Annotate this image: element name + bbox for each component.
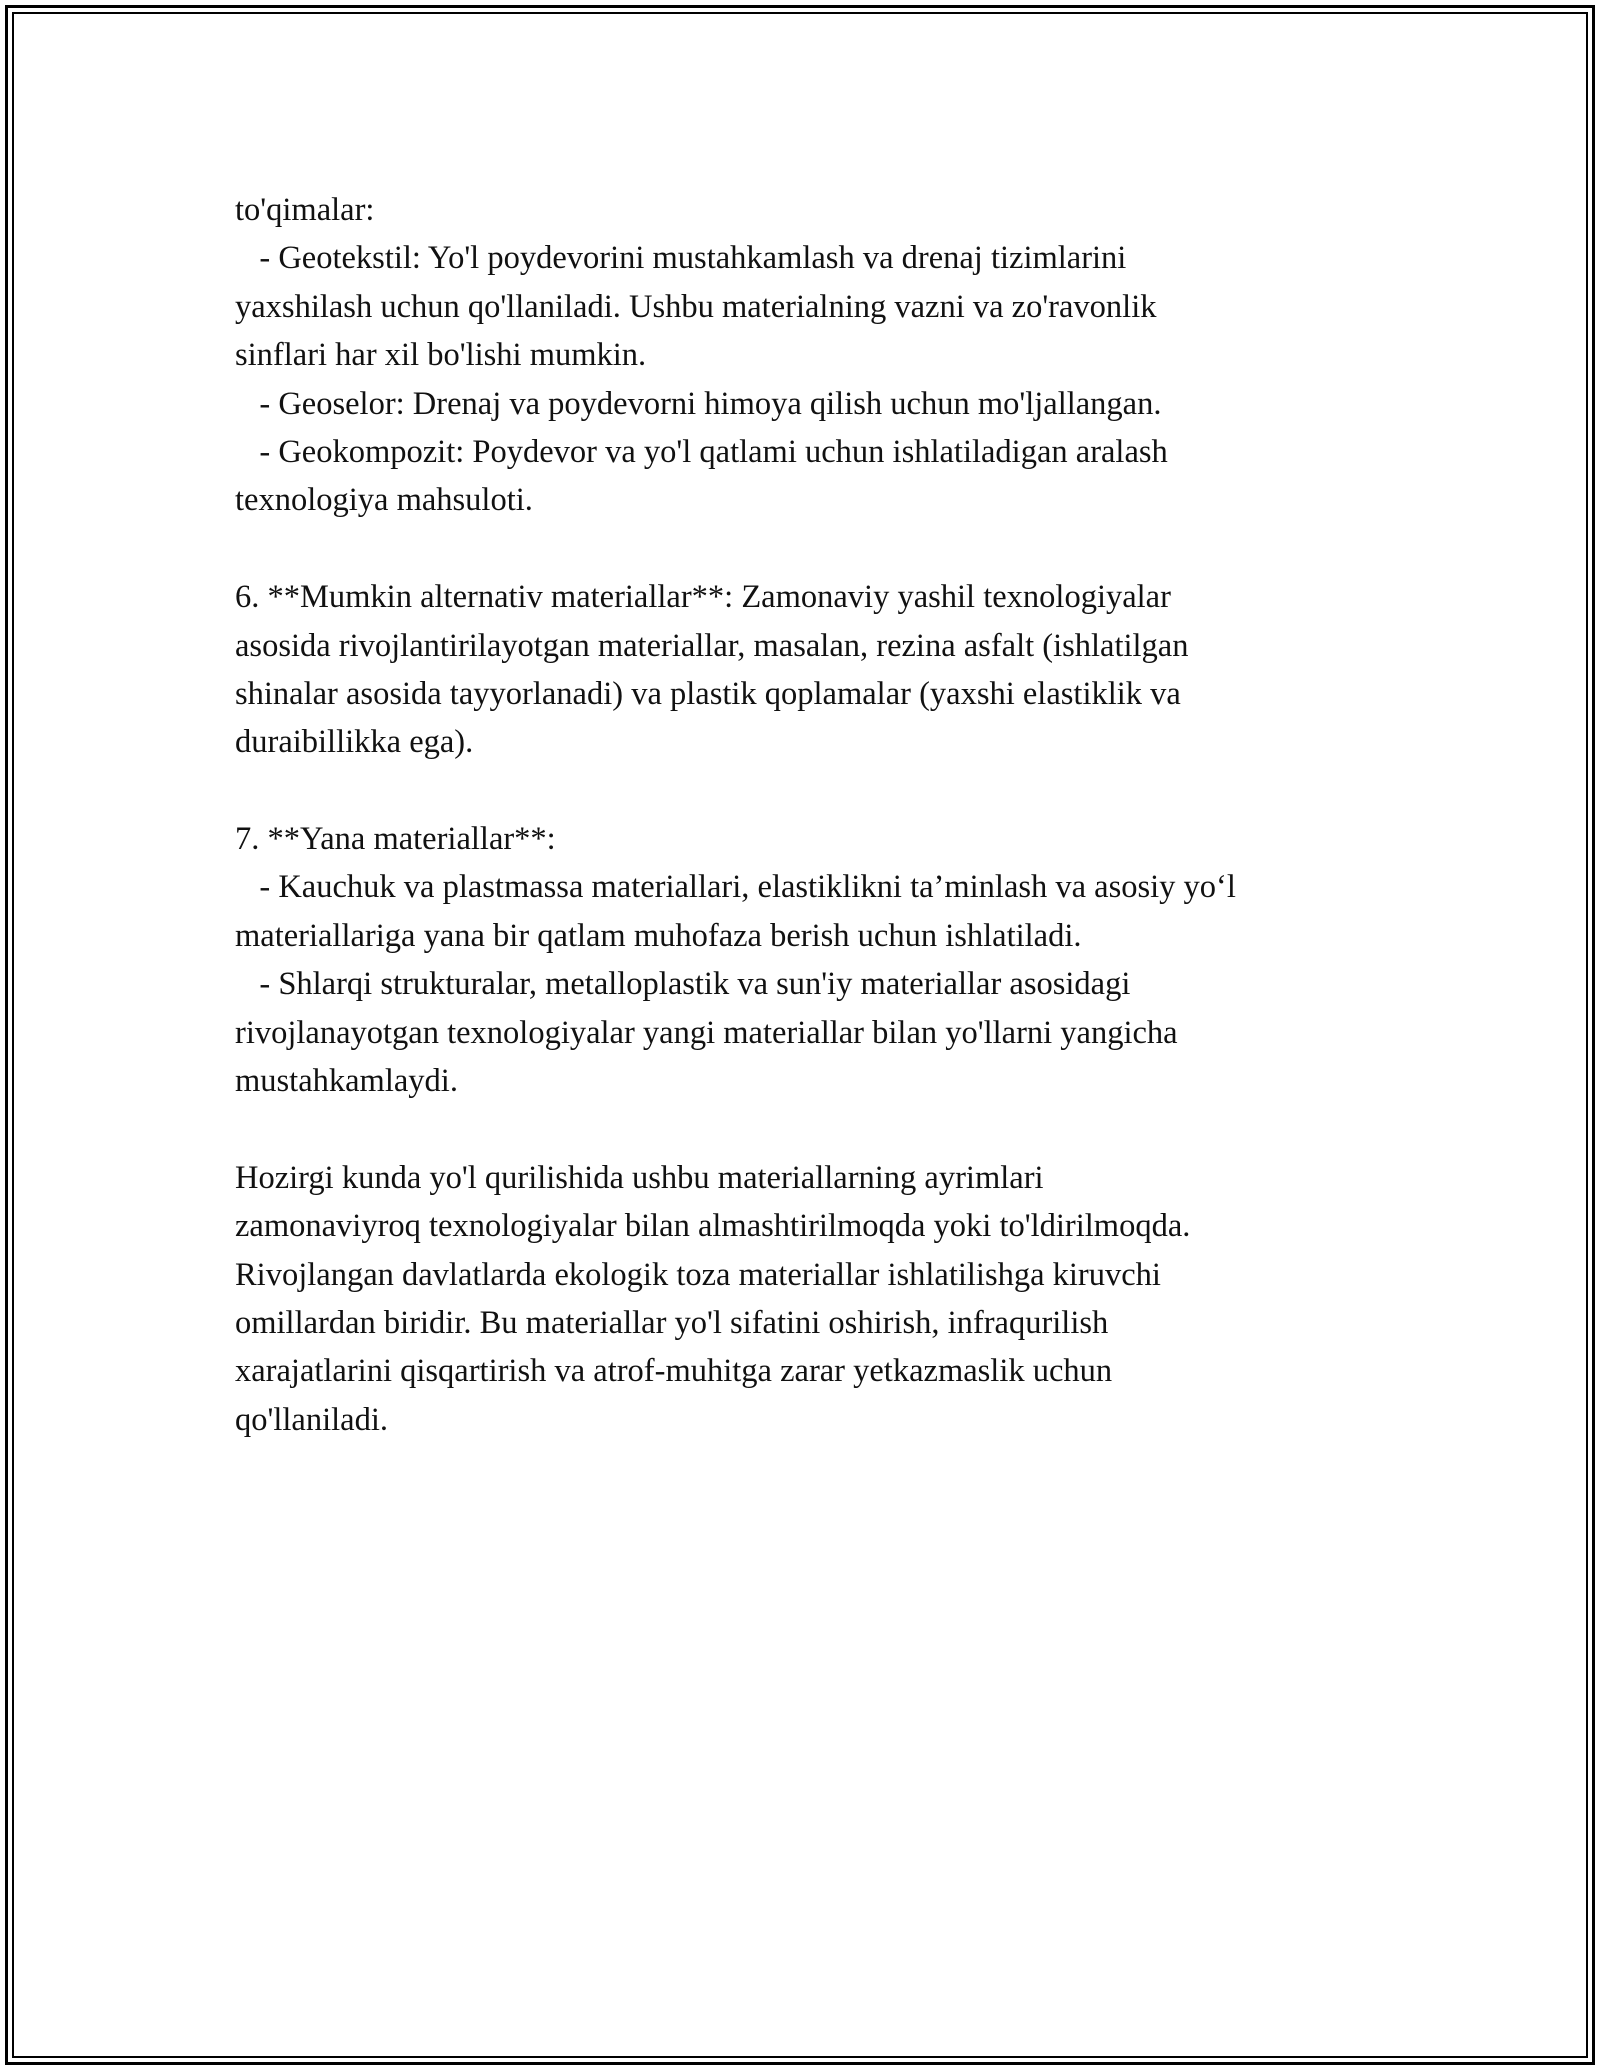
text-line: sinflari har xil bo'lishi mumkin. [235,337,647,374]
text-line: zamonaviyroq texnologiyalar bilan almashtirilmoqda yoki to'ldirilmoqda. [235,1208,1191,1245]
text-line: materiallariga yana bir qatlam muhofaza berish uchun ishlatiladi. [235,917,1082,954]
text-line: 7. **Yana materiallar**: [235,821,556,858]
text-line: duraibillikka ega). [235,724,474,761]
document-body [235,186,1395,1444]
text-line: asosida rivojlantirilayotgan materiallar, masalan, rezina asfalt (ishlatilgan [235,627,1189,664]
text-line: rivojlanayotgan texnologiyalar yangi materiallar bilan yo'llarni yangicha [235,1014,1178,1051]
text-line: texnologiya mahsuloti. [235,482,533,519]
text-line: to'qimalar: [235,192,375,228]
text-line: yaxshilash uchun qo'llaniladi. Ushbu materialning vazni va zo'ravonlik [235,288,1157,325]
text-line: mustahkamlaydi. [235,1063,458,1100]
text-line: 6. **Mumkin alternativ materiallar**: Zamonaviy yashil texnologiyalar [235,579,1171,616]
paragraph-gap [235,525,1395,573]
text-line: xarajatlarini qisqartirish va atrof-muhitga zarar yetkazmaslik uchun [235,1353,1113,1390]
text-line: shinalar asosida tayyorlanadi) va plastik qoplamalar (yaxshi elastiklik va [235,675,1181,712]
text-line: qo'llaniladi. [235,1401,388,1438]
text-line: Rivojlangan davlatlarda ekologik toza materiallar ishlatilishga kiruvchi [235,1256,1161,1293]
text-line: - Kauchuk va plastmassa materiallari, elastiklikni ta’minlash va asosiy yo‘l [235,869,1236,906]
text-line: - Geokompozit: Poydevor va yo'l qatlami uchun ishlatiladigan aralash [235,433,1168,470]
text-line: - Shlarqi strukturalar, metalloplastik va sun'iy materiallar asosidagi [235,966,1131,1003]
paragraph-gap [235,767,1395,815]
text-line: Hozirgi kunda yo'l qurilishida ushbu materiallarning ayrimlari [235,1159,1044,1196]
text-line: omillardan biridir. Bu materiallar yo'l sifatini oshirish, infraqurilish [235,1304,1109,1341]
text-line: - Geotekstil: Yo'l poydevorini mustahkamlash va drenaj tizimlarini [235,240,1127,277]
paragraph-gap [235,1105,1395,1153]
text-line: - Geoselor: Drenaj va poydevorni himoya qilish uchun mo'ljallangan. [235,385,1162,422]
